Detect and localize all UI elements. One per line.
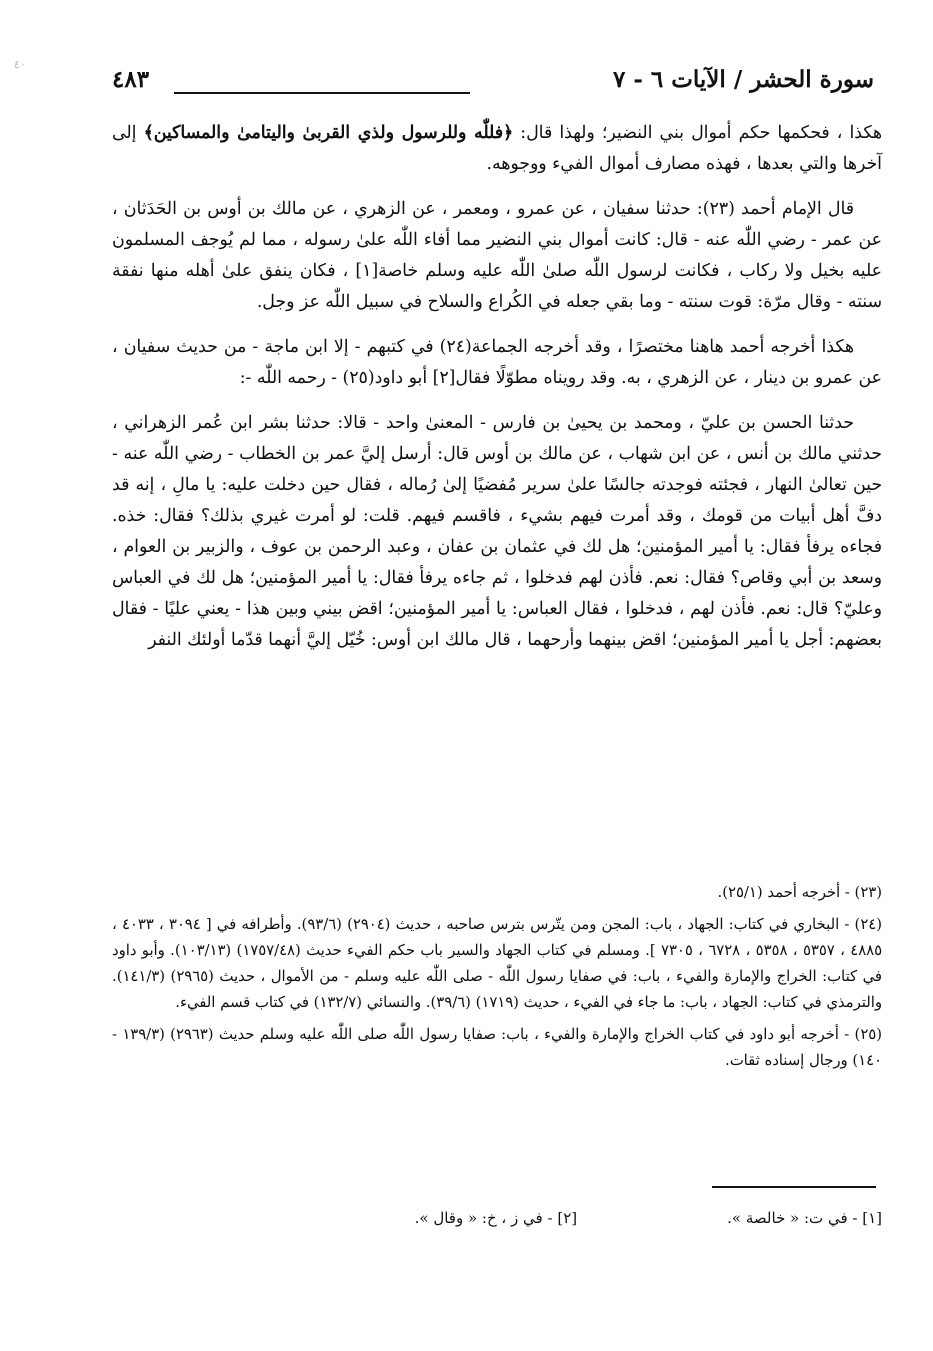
- paragraph-3: هكذا أخرجه أحمد هاهنا مختصرًا ، وقد أخرجه الجماعة(٢٤) في كتبهم - إلا ابن ماجة - من حديث سفيان ، عن عمرو بن دينار ، عن الزهري ، به. وقد رويناه مطوّلًا فقال[٢] أبو داود(٢٥) - رحمه اللّٰه -:: [112, 337, 882, 388]
- paragraph-1: [112, 118, 882, 180]
- page-header: [112, 66, 874, 106]
- footnote-24: (٢٤) - البخاري في كتاب: الجهاد ، باب: المجن ومن يتّرس بترس صاحبه ، حديث (٢٩٠٤) (٩٣/٦). وأطرافه في [ ٣٠٩٤ ، ٤٠٣٣ ، ٤٨٨٥ ، ٥٣٥٧ ، ٥٣٥٨ ، ٦٧٢٨ ، ٧٣٠٥ ]. ومسلم في كتاب الجهاد والسير باب حكم الفيء حديث (١٧٥٧/٤٨) (١٠٣/١٣). وأبو داود في كتاب: الخراج والإمارة والفيء ، باب: في صفايا رسول اللّٰه - صلى اللّٰه عليه وسلم - من الأموال ، حديث (٢٩٦٥) (١٤١/٣). والترمذي في كتاب: الجهاد ، باب: ما جاء في الفيء ، حديث (١٧١٩) (٣٩/٦). والنسائي (١٣٢/٧) في كتاب قسم الفيء.: [112, 916, 883, 1011]
- footnotes: [112, 880, 882, 1080]
- header-rule: [174, 92, 470, 94]
- editor-notes: [112, 1206, 882, 1230]
- paragraph-2: قال الإمام أحمد (٢٣): حدثنا سفيان ، عن عمرو ، ومعمر ، عن الزهري ، عن مالك بن أوس بن الحَدَثان ، عن عمر - رضي اللّٰه عنه - قال: كانت أموال بني النضير مما أفاء اللّٰه علىٰ رسوله ، مما لم يُوجف المسلمون عليه بخيل ولا ركاب ، فكانت لرسول اللّٰه صلىٰ اللّٰه عليه وسلم خاصة[١] ، فكان ينفق علىٰ أهله منها نفقة سنته - وقال مرّة: قوت سنته - وما بقي جعله في الكُراع والسلاح في سبيل اللّٰه عز وجل.: [112, 199, 882, 312]
- footnote-23: (٢٣) - أخرجه أحمد (٢٥/١).: [717, 884, 882, 901]
- paragraph-1-intro: هكذا ، فحكمها حكم أموال بني النضير؛ ولهذا قال:: [520, 123, 882, 143]
- quran-quote: ﴿فللّٰه وللرسول ولذي القربىٰ واليتامىٰ والمساكين﴾: [143, 123, 514, 143]
- editor-note-2: [٢] - في ز ، خ: « وقال ».: [414, 1209, 578, 1227]
- editor-note-1: [١] - في ت: « خالصة ».: [727, 1209, 882, 1227]
- main-text: [112, 118, 882, 670]
- footnote-25: (٢٥) - أخرجه أبو داود في كتاب الخراج والإمارة والفيء ، باب: صفايا رسول اللّٰه صلى اللّٰه عليه وسلم حديث (٢٩٦٣) (١٣٩/٣ - ١٤٠) ورجال إسناده ثقات.: [112, 1026, 882, 1069]
- page-number: ٤٨٣: [112, 66, 150, 93]
- paragraph-4: حدثنا الحسن بن عليّ ، ومحمد بن يحيىٰ بن فارس - المعنىٰ واحد - قالا: حدثنا بشر ابن عُمر الزهراني ، حدثني مالك بن أنس ، عن ابن شهاب ، عن مالك بن أوس قال: أرسل إليَّ عمر بن الخطاب - رضي اللّٰه عنه - حين تعالىٰ النهار ، فجئته فوجدته جالسًا علىٰ سرير مُفضيًا إلىٰ رُماله ، فقال حين دخلت عليه: يا مالِ ، إنه قد دفَّ أهل أبيات من قومك ، وقد أمرت فيهم بشيء ، فاقسم فيهم. قلت: لو أمرت غيري بذلك؟ فقال: خذه. فجاءه يرفأ فقال: يا أمير المؤمنين؛ هل لك في عثمان بن عفان ، وعبد الرحمن بن عوف ، والزبير بن العوام ، وسعد بن أبي وقاص؟ فقال: نعم. فأذن لهم فدخلوا ، ثم جاءه يرفأ فقال: يا أمير المؤمنين؛ هل لك في العباس وعليّ؟ قال: نعم. فأذن لهم ، فدخلوا ، فقال العباس: يا أمير المؤمنين؛ اقض بيني وبين هذا - يعني عليًا - فقال بعضهم: أجل يا أمير المؤمنين؛ اقض بينهما وأرحهما ، قال مالك ابن أوس: خُيّل إليَّ أنهما قدّما أولئك النفر: [112, 413, 882, 650]
- footnote-separator: [712, 1186, 876, 1188]
- running-title: سورة الحشر / الآيات ٦ - ٧: [612, 66, 874, 93]
- corner-mark: ٤٠: [14, 58, 26, 71]
- paragraph-1-outro: إلى آخرها والتي بعدها ، فهذه مصارف أموال الفيء ووجوهه.: [112, 123, 882, 174]
